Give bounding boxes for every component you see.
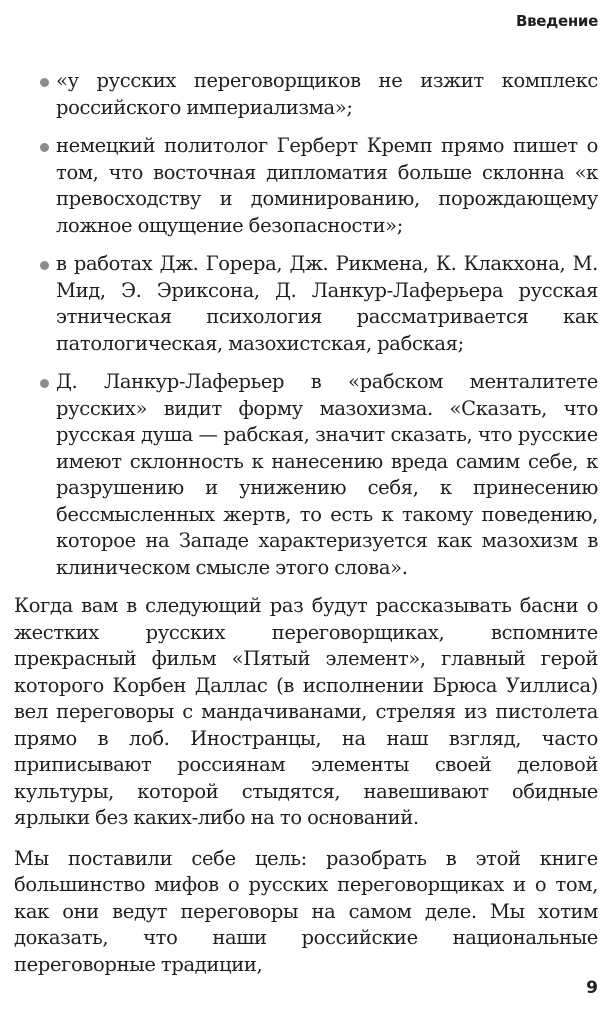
bullet-item bbox=[14, 133, 598, 239]
body-paragraph: Мы поставили себе цель: разобрать в этой книге большинство мифов о русских переговорщиках и о том, как они ведут переговоры на самом деле. Мы хотим доказать, что наши российские национальные переговорные традиции, bbox=[14, 846, 598, 976]
bullet-text: «у русских переговорщиков не изжит комплекс российского империализма»; bbox=[56, 69, 598, 119]
bullet-item bbox=[14, 369, 598, 581]
bullet-dot-icon bbox=[40, 143, 49, 152]
bullet-dot-icon bbox=[40, 78, 49, 87]
body-paragraph: Когда вам в следующий раз будут рассказывать басни о жестких русских переговорщиках, вспомните прекрасный фильм «Пятый элемент», главный герой которого Корбен Даллас (в исполнении Брюса Уиллиса) вел переговоры с мандачиванами, стреляя из пистолета прямо в лоб. Иностранцы, на наш взгляд, часто приписывают россиянам элементы своей деловой культуры, которой стыдятся, навешивают обидные ярлыки без каких-либо на то оснований. bbox=[14, 594, 598, 829]
bullet-item bbox=[14, 251, 598, 357]
bullet-dot-icon bbox=[40, 379, 49, 388]
page-number: 9 bbox=[586, 978, 598, 998]
bullet-text: в работах Дж. Горера, Дж. Рикмена, К. Клакхона, М. Мид, Э. Эриксона, Д. Ланкур-Лаферьера русская этническая психология рассматривается как патологическая, мазохистская, рабская; bbox=[56, 252, 598, 355]
bullet-item bbox=[14, 68, 598, 121]
bullet-list bbox=[14, 68, 598, 581]
bullet-text: Д. Ланкур-Лаферьер в «рабском менталитете русских» видит форму мазохизма. «Сказать, что русская душа — рабская, значит сказать, что русские имеют склонность к нанесению вреда самим себе, к разрушению и унижению себя, к принесению бессмысленных жертв, то есть к такому поведению, которое на Западе характеризуется как мазохизм в клиническом смысле этого слова». bbox=[56, 370, 598, 579]
bullet-dot-icon bbox=[40, 261, 49, 270]
page-content bbox=[14, 68, 598, 992]
bullet-text: немецкий политолог Герберт Кремп прямо пишет о том, что восточная дипломатия больше склонна «к превосходству и доминированию, порождающему ложное ощущение безопасности»; bbox=[56, 134, 598, 237]
running-header: Введение bbox=[515, 12, 598, 30]
